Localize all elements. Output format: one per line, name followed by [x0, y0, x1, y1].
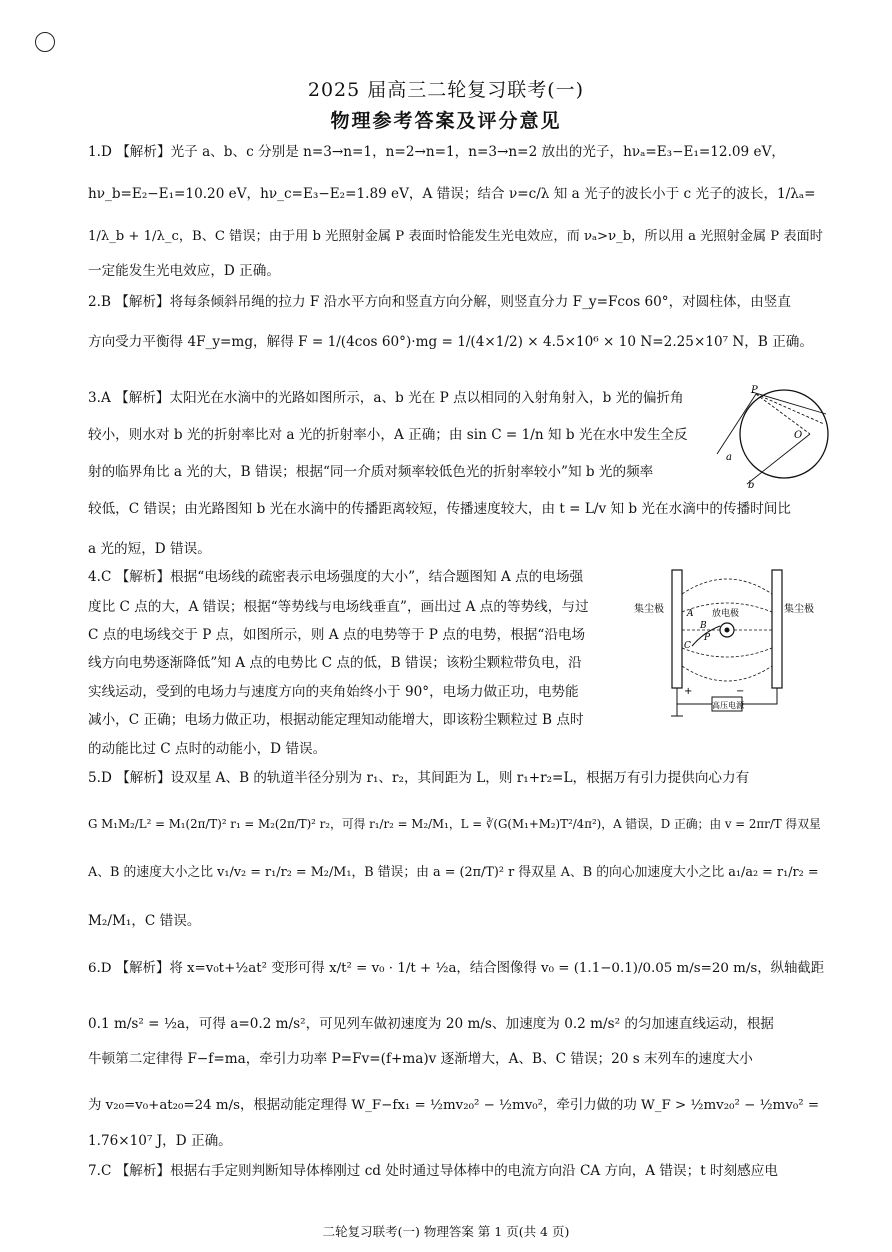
text-line: hν_b=E₂−E₁=10.20 eV，hν_c=E₃−E₂=1.89 eV，A 错误；结合 ν=c/λ 知 a 光子的波长小于 c 光子的波长，1/λₐ=	[88, 186, 816, 202]
page-footer: 二轮复习联考(一) 物理答案 第 1 页(共 4 页)	[322, 1224, 570, 1239]
text-line: 为 v₂₀=v₀+at₂₀=24 m/s，根据动能定理得 W_F−fx₁ = ½mv₂₀² − ½mv₀²，牵引力做的功 W_F > ½mv₂₀² − ½mv₀² =	[88, 1098, 820, 1113]
right-plate	[772, 570, 782, 688]
label-P: P	[704, 633, 711, 643]
text-line: G M₁M₂/L² = M₁(2π/T)² r₁ = M₂(2π/T)² r₂，可得 r₁/r₂ = M₂/M₁，L = ∛(G(M₁+M₂)T²/4π²)，A 错误，D 正确；由 v = 2πr/T 得双星	[88, 817, 821, 831]
label-minus: −	[736, 686, 745, 697]
text-line: 方向受力平衡得 4F_y=mg，解得 F = 1/(4cos 60°)·mg = 1/(4×1/2) × 4.5×10⁶ × 10 N=2.25×10⁷ N，B 正确。	[88, 334, 813, 350]
label-B: B	[700, 621, 707, 631]
left-plate	[672, 570, 682, 688]
label-b: b	[748, 480, 755, 491]
text-line: A、B 的速度大小之比 v₁/v₂ = r₁/r₂ = M₂/M₁，B 错误；由 a = (2π/T)² r 得双星 A、B 的向心加速度大小之比 a₁/a₂ = r₁/r₂ =	[88, 865, 819, 880]
text-line: 的动能比过 C 点时的动能小，D 错误。	[88, 741, 327, 757]
droplet-circle	[740, 390, 828, 478]
text-line: 较小，则水对 b 光的折射率比对 a 光的折射率小，A 正确；由 sin C = 1/n 知 b 光在水中发生全反	[88, 427, 688, 443]
label-collector-left: 集尘极	[634, 604, 664, 615]
text-line: 6.D 【解析】将 x=v₀t+½at² 变形可得 x/t² = v₀ · 1/t + ½a，结合图像得 v₀ = (1.1−0.1)/0.05 m/s=20 m/s，纵轴截距	[88, 961, 825, 976]
ray-b	[747, 434, 810, 484]
text-line: C 点的电场线交于 P 点，如图所示，则 A 点的电势等于 P 点的电势，根据“沿电场	[88, 627, 586, 643]
text-line: 1.76×10⁷ J，D 正确。	[88, 1133, 232, 1149]
label-a: a	[726, 452, 732, 463]
corner-circle-mark	[35, 32, 55, 52]
text-line: a 光的短，D 错误。	[88, 541, 211, 557]
page-title: 2025 届高三二轮复习联考(一)	[307, 79, 585, 101]
text-line: 2.B 【解析】将每条倾斜吊绳的拉力 F 沿水平方向和竖直方向分解，则竖直分力 F_y=Fcos 60°，对圆柱体，由竖直	[88, 294, 791, 310]
electric-field-diagram	[632, 564, 832, 724]
text-line: 1.D 【解析】光子 a、b、c 分别是 n=3→n=1，n=2→n=1，n=3→n=2 放出的光子，hνₐ=E₃−E₁=12.09 eV，	[88, 144, 785, 160]
text-line: 1/λ_b + 1/λ_c，B、C 错误；由于用 b 光照射金属 P 表面时恰能发生光电效应，而 νₐ>ν_b，所以用 a 光照射金属 P 表面时	[88, 229, 823, 244]
ray-a	[717, 394, 756, 454]
text-line: 4.C 【解析】根据“电场线的疏密表示电场强度的大小”，结合题图知 A 点的电场强	[88, 569, 584, 585]
page-subtitle: 物理参考答案及评分意见	[330, 110, 562, 132]
label-A: A	[687, 609, 694, 619]
label-p: P	[751, 385, 758, 396]
text-line: M₂/M₁，C 错误。	[88, 913, 201, 929]
text-line: 5.D 【解析】设双星 A、B 的轨道半径分别为 r₁、r₂，其间距为 L，则 r₁+r₂=L，根据万有引力提供向心力有	[88, 770, 750, 786]
text-line: 较低，C 错误；由光路图知 b 光在水滴中的传播距离较短，传播速度较大，由 t = L/v 知 b 光在水滴中的传播时间比	[88, 501, 791, 517]
text-line: 线方向电势逐渐降低”知 A 点的电势比 C 点的低，B 错误；该粉尘颗粒带负电，沿	[88, 655, 582, 671]
text-line: 实线运动，受到的电场力与速度方向的夹角始终小于 90°，电场力做正功，电势能	[88, 684, 579, 700]
label-o: O	[794, 430, 803, 441]
text-line: 度比 C 点的大，A 错误；根据“等势线与电场线垂直”，画出过 A 点的等势线，与过	[88, 599, 589, 615]
text-line: 0.1 m/s² = ½a，可得 a=0.2 m/s²，可见列车做初速度为 20 m/s、加速度为 0.2 m/s² 的匀加速直线运动，根据	[88, 1016, 774, 1032]
text-line: 3.A 【解析】太阳光在水滴中的光路如图所示，a、b 光在 P 点以相同的入射角射入，b 光的偏折角	[88, 390, 684, 406]
label-collector-right: 集尘极	[784, 604, 814, 615]
text-line: 牛顿第二定律得 F−f=ma，牵引力功率 P=Fv=(f+ma)v 逐渐增大，A、B、C 错误；20 s 末列车的速度大小	[88, 1051, 753, 1067]
label-plus: +	[684, 686, 693, 697]
label-C: C	[684, 641, 691, 651]
label-power: 高压电源	[712, 701, 744, 710]
text-line: 射的临界角比 a 光的大，B 错误；根据“同一介质对频率较低色光的折射率较小”知 b 光的频率	[88, 464, 654, 480]
text-line: 一定能发生光电效应，D 正确。	[88, 263, 280, 279]
text-line: 7.C 【解析】根据右手定则判断知导体棒刚过 cd 处时通过导体棒中的电流方向沿 CA 方向，A 错误；t 时刻感应电	[88, 1163, 778, 1179]
text-line: 减小，C 正确；电场力做正功，根据动能定理知动能增大，即该粉尘颗粒过 B 点时	[88, 712, 584, 728]
label-discharge: 放电极	[712, 609, 740, 619]
water-droplet-diagram	[712, 384, 832, 494]
